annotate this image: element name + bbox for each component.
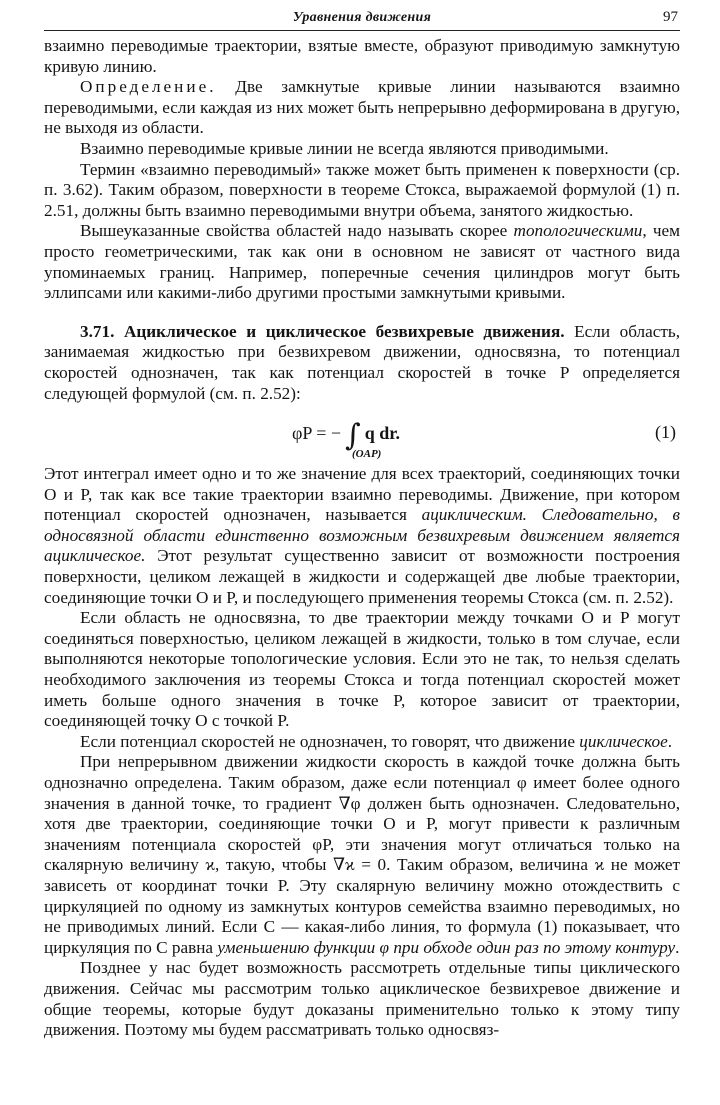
definition-text: Две замкнутые кривые линии называются взаимно переводимыми, если каждая из них может быть непрерывно деформирована в другую, не выходя из области. — [44, 77, 680, 138]
p10-text-b: . — [675, 937, 680, 957]
p5-text-a: Вышеуказанные свойства областей надо называть скорее — [80, 221, 514, 241]
formula-expression — [292, 418, 401, 454]
formula-1 — [44, 410, 680, 461]
p10-emphasis: уменьшению функции φ при обходе один раз по этому контуру — [217, 937, 676, 957]
p9-emphasis: циклическое — [579, 731, 668, 751]
page-number: 97 — [663, 9, 678, 25]
paragraph-3: Взаимно переводимые кривые линии не всегда являются приводимыми. — [80, 138, 609, 158]
integral-sign: ∫ — [345, 418, 361, 454]
section-3-71 — [44, 322, 680, 404]
paragraph-1: взаимно переводимые траектории, взятые вместе, образуют приводимую замкнутую кривую линию. — [44, 36, 680, 76]
paragraph-5 — [44, 221, 680, 303]
p5-emphasis: топологическими — [513, 221, 643, 241]
p5-text-b: , чем просто геометрическими, так как они в основном не зависят от частного вида упоминаемых границ. Например, поперечные сечения цилиндров могут быть эллипсами или какими-либо другими простыми замкнутыми кривыми. — [44, 221, 680, 303]
integral-path-label: (OAP) — [352, 448, 382, 461]
p10-text-a: При непрерывном движении жидкости скорость в каждой точке должна быть однозначно определена. Таким образом, даже если потенциал φ имеет более одного значения в данной точке, то градиент ∇φ должен быть однозначен. Следовательно, хотя две траектории, соединяющие точки O и P, могут привести к различным значениям потенциала скоростей φP, эти значения могут отличаться только на скалярную величину ϰ, такую, чтобы ∇ϰ = 0. Таким образом, величина ϰ не может зависеть от координат точки P. Эту скалярную величину можно отождествить с циркуляцией по одному из замкнутых контуров семейства взаимно переводимых, но не приводимых линий. Если C — какая-либо линия, то формула (1) показывает, что циркуляция по C равна — [44, 752, 680, 957]
running-title: Уравнения движения — [292, 10, 432, 25]
paragraph-11: Позднее у нас будет возможность рассмотреть отдельные типы циклического движения. Сейчас мы рассмотрим только ациклическое безвихревое движение и общие теоремы, которые будут доказаны применительно только к этому типу движения. Поэтому мы будем рассматривать только односвяз- — [44, 958, 680, 1040]
page-header — [44, 8, 680, 31]
definition-label: Определение. — [80, 77, 217, 97]
p9-text-b: . — [667, 731, 673, 751]
paragraph-8: Если область не односвязна, то две траектории между точками O и P могут соединяться поверхностью, целиком лежащей в жидкости, только в том случае, если выполняются некоторые топологические условия. Если это не так, то нельзя сделать необходимого заключения из теоремы Стокса и тогда потенциал скоростей может иметь больше одного значения в точке P, которое зависит от траектории, соединяющей точку O с точкой P. — [44, 608, 680, 731]
paragraph-9 — [44, 732, 680, 753]
section-intro-text: Если область, занимаемая жидкостью при безвихревом движении, односвязна, то потенциал скоростей однозначен, так как потенциал скоростей в точке P определяется следующей формулой (см. п. 2.52): — [44, 321, 680, 403]
formula-integrand: q dr. — [364, 423, 401, 444]
page-body — [44, 36, 680, 1041]
section-heading: 3.71. Ациклическое и циклическое безвихревые движения. — [80, 321, 565, 341]
equation-number: (1) — [655, 422, 676, 443]
paragraph-7 — [44, 464, 680, 608]
paragraph-10 — [44, 752, 680, 958]
formula-lhs: φP = − — [292, 423, 342, 444]
p7-text-a: Этот интеграл имеет одно и то же значение для всех траекторий, соединяющих точки O и P, так как все такие траектории взаимно переводимы. Движение, при котором потенциал скоростей однозначен, называется — [44, 464, 680, 525]
book-page — [44, 8, 680, 1041]
paragraph-4: Термин «взаимно переводимый» также может быть применен к поверхности (ср. п. 3.62). Таким образом, поверхности в теореме Стокса, выражаемой формулой (1) п. 2.51, должны быть взаимно переводимыми внутри объема, занятого жидкостью. — [44, 159, 680, 220]
p7-text-b: Этот результат существенно зависит от возможности построения поверхности, целиком лежащей в жидкости и содержащей две любые траектории, соединяющие точки O и P, и последующего применения теоремы Стокса (см. п. 2.52). — [44, 546, 680, 607]
p9-text-a: Если потенциал скоростей не однозначен, то говорят, что движение — [80, 731, 580, 751]
paragraph-definition — [44, 77, 680, 139]
p7-emphasis: ациклическим. Следовательно, в односвязной области единственно возможным безвихревым движением является ациклическое. — [44, 505, 680, 566]
